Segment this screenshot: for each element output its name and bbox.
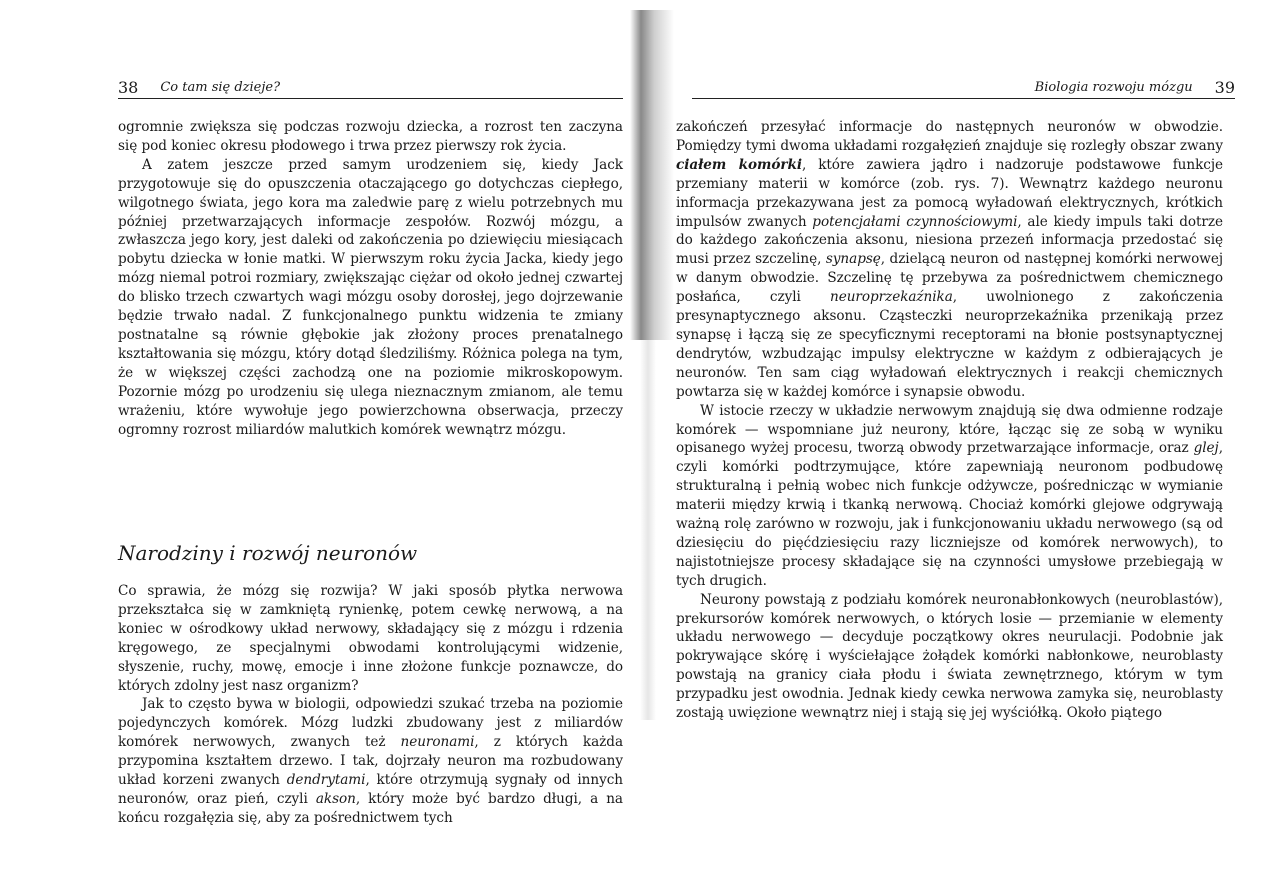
paragraph: ogromnie zwiększa się podczas rozwoju dziecka, a rozrost ten zaczyna się pod koniec okresu płodowego i trwa przez pierwszy rok życia. — [118, 119, 623, 154]
page-number: 38 — [118, 78, 139, 97]
term: synapsę — [825, 251, 881, 268]
left-page-header — [118, 76, 623, 99]
term: neuronami — [400, 734, 475, 751]
term: glej — [1193, 440, 1219, 457]
left-body-bottom — [118, 582, 623, 828]
text-run: , które otrzymują sygnały od innych neuronów, oraz pień, czyli — [118, 772, 623, 807]
paragraph — [118, 695, 623, 827]
right-body — [676, 118, 1223, 723]
term: dendrytami — [286, 772, 366, 789]
term: potencjałami czynnościowymi — [812, 213, 1018, 230]
text-run: , z których każda przypomina kształtem drzewo. I tak, dojrzały neuron ma rozbudowany układ korzeni zwanych — [118, 734, 623, 789]
text-run: Jak to często bywa w biologii, odpowiedzi szukać trzeba na poziomie pojedynczych komórek. Mózg ludzki zbudowany jest z miliardów komórek nerwowych, zwanych też — [118, 696, 623, 751]
text-run: , czyli komórki podtrzymujące, które zapewniają neuronom podbudowę strukturalną i pełnią wobec nich funkcje odżywcze, pośrednicząc w wymianie materii między krwią i tkanką nerwową. Chociaż komórki glejowe odgrywają ważną rolę zarówno w rozwoju, jak i funkcjonowaniu układu nerwowego (są od dziesięciu do pięćdziesięciu razy liczniejsze od komórek nerwowych), to najistotniejsze procesy składające się na czynności umysłowe przebiegają w tych drugich. — [676, 440, 1223, 589]
text-run: , uwolnionego z zakończenia presynaptycznego aksonu. Cząsteczki neuroprzekaźnika przenikają przez synapsę i łączą się ze specyficznymi receptorami na błonie postsynaptycznej dendrytów, wzbudzając impulsy elektryczne w każdym z odbierających je neuronów. Ten sam ciąg wyładowań elektrycznych i reakcji chemicznych powtarza się w każdej komórce i synapsie obwodu. — [676, 289, 1223, 400]
text-run: , ale kiedy impuls taki dotrze do każdego zakończenia aksonu, niesiona przezeń informacja przedostać się musi przez szczelinę, — [676, 213, 1223, 268]
section-heading: Narodziny i rozwój neuronów — [118, 541, 418, 565]
text-run: , które zawiera jądro i nadzoruje podstawowe funkcje przemiany materii w komórce (zob. rys. 7). Wewnątrz każdego neuronu informacja przekazywana jest za pomocą wyładowań elektrycznych, krótkich impulsów zwanych — [676, 156, 1223, 230]
text-run: zakończeń przesyłać informacje do następnych neuronów w obwodzie. Pomiędzy tymi dwoma układami rozgałęzień znajduje się rozległy obszar zwany — [676, 119, 1223, 154]
right-page — [640, 0, 1262, 894]
paragraph: Neurony powstają z podziału komórek neuronabłonkowych (neuroblastów), prekursorów komórek nerwowych, o których losie — przemianie w elementy układu nerwowego — decyduje początkowy okres neurulacji. Podobnie jak pokrywające skórę i wyściełające żołądek komórki nabłonkowe, neuroblasty powstają na granicy ciała płodu i świata zewnętrznego, którym w tym przypadku jest owodnia. Jednak kiedy cewka nerwowa zamyka się, neuroblasty zostają uwięzione wewnątrz niej i stają się jej wyściółką. Około piątego — [676, 591, 1223, 722]
paragraph — [676, 118, 1223, 402]
term: ciałem komórki — [676, 156, 802, 173]
term: neuroprzekaźnika — [830, 289, 953, 306]
page-number: 39 — [1214, 78, 1235, 97]
right-page-header — [692, 76, 1235, 99]
text-run: , dzielącą neuron od następnej komórki nerwowej w danym obwodzie. Szczelinę tę przebywa za pośrednictwem chemicznego posłańca, czyli — [676, 251, 1223, 306]
left-body-top — [118, 118, 623, 439]
text-run: W istocie rzeczy w układzie nerwowym znajdują się dwa odmienne rodzaje komórek — wspomniane już neurony, które, łącząc się ze sobą w wyniku opisanego wyżej procesu, tworzą obwody przetwarzające informacje, oraz — [676, 402, 1223, 457]
paragraph: Co sprawia, że mózg się rozwija? W jaki sposób płytka nerwowa przekształca się w zamkniętą rynienkę, potem cewkę nerwową, a na koniec w ośrodkowy układ nerwowy, składający się z mózgu i rdzenia kręgowego, ze specjalnymi obwodami kontrolującymi widzenie, słyszenie, ruchy, mowę, emocje i inne złożone funkcje poznawcze, do których zdolny jest nasz organizm? — [118, 583, 623, 694]
paragraph — [676, 402, 1223, 591]
running-title: Biologia rozwoju mózgu — [1034, 80, 1193, 95]
term: akson — [315, 790, 356, 807]
paragraph: A zatem jeszcze przed samym urodzeniem się, kiedy Jack przygotowuje się do opuszczenia otaczającego go dotychczas ciepłego, wilgotnego świata, jego kora ma zaledwie parę z wielu potrzebnych mu później przetwarzających informacje zespołów. Rozwój mózgu, a zwłaszcza jego kory, jest daleki od zakończenia po dziewięciu miesiącach pobytu dziecka w łonie matki. W pierwszym roku życia Jacka, kiedy jego mózg niemal potroi rozmiary, zwiększając ciężar od około jednej czwartej do blisko trzech czwartych wagi mózgu osoby dorosłej, jego dojrzewanie będzie trwało nadal. Z funkcjonalnego punktu widzenia te zmiany postnatalne są równie głębokie jak złożony proces prenatalnego kształtowania się mózgu, który dotąd śledziliśmy. Różnica polega na tym, że w większej części zachodzą one na poziomie mikroskopowym. Pozornie mózg po urodzeniu się ulega nieznacznym zmianom, ale temu wrażeniu, które wywołuje jego powierzchowna obserwacja, przeczy ogromny rozrost miliardów malutkich komórek wewnątrz mózgu. — [118, 156, 623, 438]
text-run: , który może być bardzo długi, a na końcu rozgałęzia się, aby za pośrednictwem tych — [118, 790, 623, 826]
running-title: Co tam się dzieje? — [160, 80, 281, 95]
